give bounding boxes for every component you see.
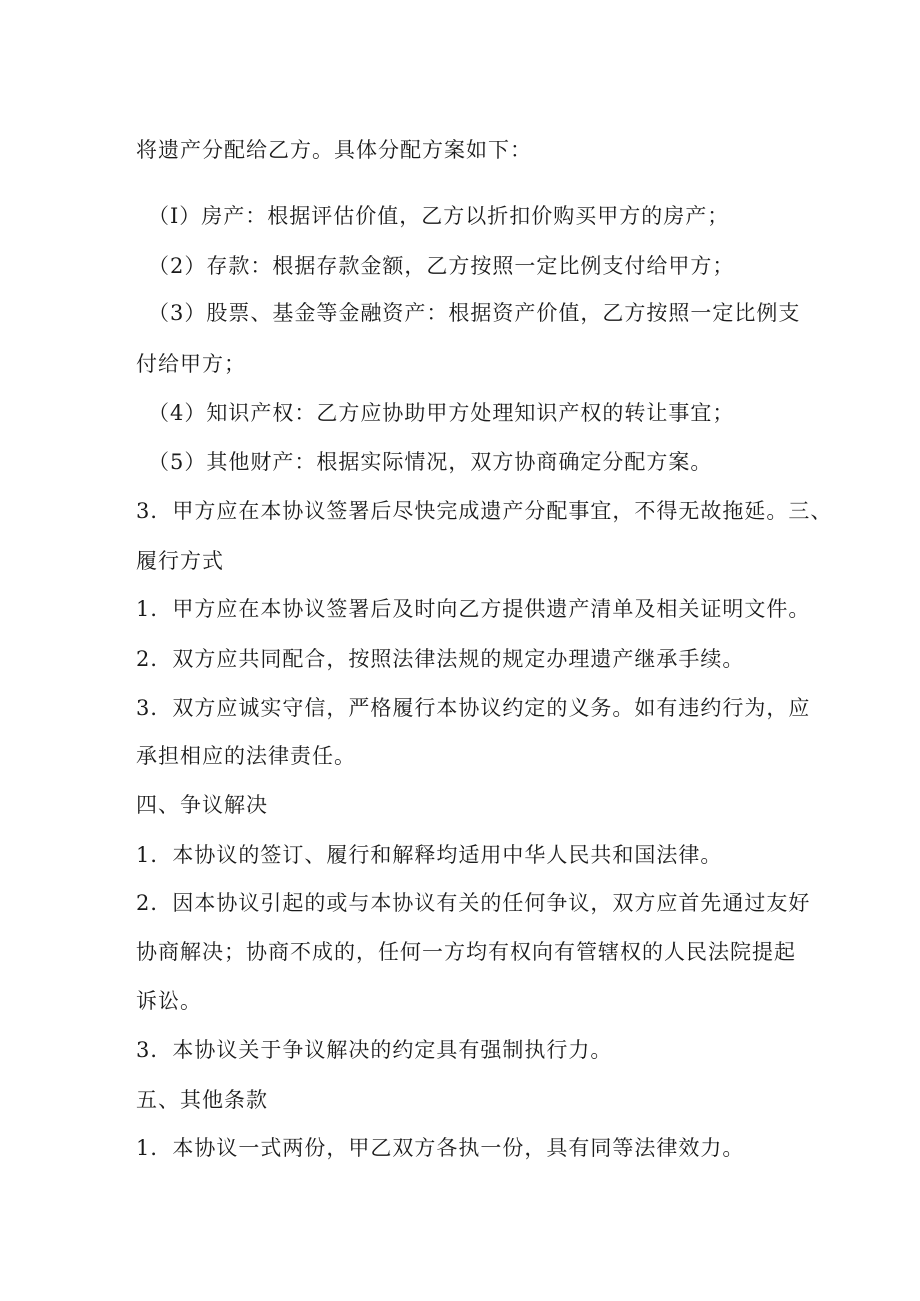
text-line: 履行方式: [136, 549, 224, 573]
text-line: （2）存款：根据存款金额，乙方按照一定比例支付给甲方；: [148, 254, 735, 278]
text-line: 承担相应的法律责任。: [136, 744, 356, 768]
section-heading: 四、争议解决: [136, 793, 268, 817]
text-line: 付给甲方；: [136, 352, 246, 376]
text-line: 3．本协议关于争议解决的约定具有强制执行力。: [136, 1038, 613, 1062]
text-line: （4）知识产权：乙方应协助甲方处理知识产权的转让事宜；: [148, 401, 735, 425]
section-heading: 五、其他条款: [136, 1088, 268, 1112]
text-line: （3）股票、基金等金融资产：根据资产价值，乙方按照一定比例支: [148, 301, 801, 325]
text-line: （5）其他财产：根据实际情况，双方协商确定分配方案。: [148, 450, 713, 474]
text-line: 1．本协议一式两份，甲乙双方各执一份，具有同等法律效力。: [136, 1136, 745, 1160]
text-line: 2．因本协议引起的或与本协议有关的任何争议，双方应首先通过友好: [136, 891, 811, 915]
text-line: （I）房产：根据评估价值，乙方以折扣价购买甲方的房产；: [148, 204, 730, 228]
text-line: 将遗产分配给乙方。具体分配方案如下：: [136, 138, 532, 162]
text-line: 3．双方应诚实守信，严格履行本协议约定的义务。如有违约行为，应: [136, 696, 811, 720]
text-line: 2．双方应共同配合，按照法律法规的规定办理遗产继承手续。: [136, 647, 745, 671]
text-line: 3．甲方应在本协议签署后尽快完成遗产分配事宜，不得无故拖延。三、: [136, 499, 833, 523]
text-line: 1．甲方应在本协议签署后及时向乙方提供遗产清单及相关证明文件。: [136, 597, 811, 621]
text-line: 协商解决；协商不成的，任何一方均有权向有管辖权的人民法院提起: [136, 940, 796, 964]
text-line: 诉讼。: [136, 989, 202, 1013]
text-line: 1．本协议的签订、履行和解释均适用中华人民共和国法律。: [136, 843, 723, 867]
